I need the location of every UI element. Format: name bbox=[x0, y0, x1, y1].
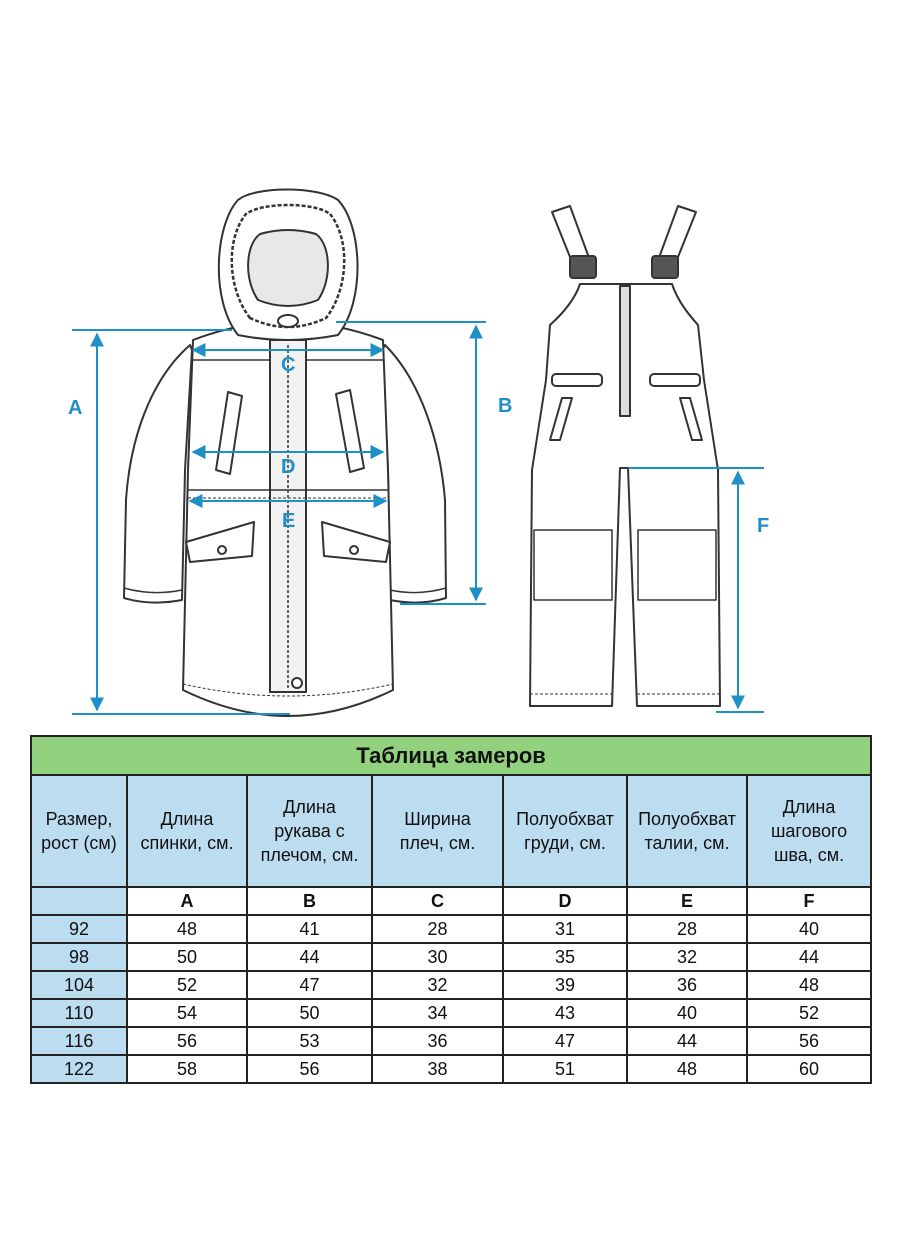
measurement-cell: 32 bbox=[627, 943, 747, 971]
column-header bbox=[747, 775, 871, 887]
column-header-line: рукава с bbox=[274, 821, 345, 841]
measurement-cell: 28 bbox=[627, 915, 747, 943]
table-body bbox=[31, 915, 871, 1083]
column-header bbox=[627, 775, 747, 887]
measurement-cell: 44 bbox=[627, 1027, 747, 1055]
measurement-cell: 50 bbox=[127, 943, 247, 971]
column-letter bbox=[31, 887, 127, 915]
column-header bbox=[372, 775, 503, 887]
measurement-cell: 40 bbox=[747, 915, 871, 943]
measurement-cell: 52 bbox=[747, 999, 871, 1027]
column-header-line: плеч, см. bbox=[399, 833, 476, 853]
measurement-cell: 30 bbox=[372, 943, 503, 971]
column-header bbox=[247, 775, 372, 887]
column-header-line: Полуобхват bbox=[516, 809, 614, 829]
label-d: D bbox=[281, 456, 296, 478]
label-b: B bbox=[498, 395, 513, 417]
table-row bbox=[31, 971, 871, 999]
measurement-cell: 53 bbox=[247, 1027, 372, 1055]
measurement-cell: 51 bbox=[503, 1055, 627, 1083]
column-letter: F bbox=[747, 887, 871, 915]
table-title: Таблица замеров bbox=[31, 736, 871, 775]
table-row bbox=[31, 915, 871, 943]
label-c: C bbox=[281, 354, 296, 376]
measurement-cell: 38 bbox=[372, 1055, 503, 1083]
column-letter: D bbox=[503, 887, 627, 915]
measurement-cell: 60 bbox=[747, 1055, 871, 1083]
measurement-cell: 54 bbox=[127, 999, 247, 1027]
measurement-cell: 36 bbox=[372, 1027, 503, 1055]
measurement-cell: 34 bbox=[372, 999, 503, 1027]
column-header-line: Ширина bbox=[404, 809, 471, 829]
size-cell: 104 bbox=[31, 971, 127, 999]
measurement-cell: 50 bbox=[247, 999, 372, 1027]
table-row bbox=[31, 1027, 871, 1055]
measurement-cell: 32 bbox=[372, 971, 503, 999]
label-a: A bbox=[68, 397, 83, 419]
size-cell: 116 bbox=[31, 1027, 127, 1055]
measurement-cell: 40 bbox=[627, 999, 747, 1027]
measurement-cell: 56 bbox=[127, 1027, 247, 1055]
table-row bbox=[31, 999, 871, 1027]
measurement-cell: 36 bbox=[627, 971, 747, 999]
measurement-cell: 43 bbox=[503, 999, 627, 1027]
column-header-line: рост (см) bbox=[41, 833, 117, 853]
measurement-cell: 39 bbox=[503, 971, 627, 999]
column-header-line: спинки, см. bbox=[140, 833, 234, 853]
column-letter: E bbox=[627, 887, 747, 915]
column-header-line: Полуобхват bbox=[638, 809, 736, 829]
measurement-cell: 41 bbox=[247, 915, 372, 943]
measurement-cell: 56 bbox=[247, 1055, 372, 1083]
table-header-row bbox=[31, 775, 871, 887]
column-header-line: Длина bbox=[160, 809, 214, 829]
measurement-cell: 58 bbox=[127, 1055, 247, 1083]
measurement-cell: 48 bbox=[747, 971, 871, 999]
table-row bbox=[31, 943, 871, 971]
measurement-cell: 56 bbox=[747, 1027, 871, 1055]
label-e: E bbox=[282, 510, 296, 532]
measurement-cell: 48 bbox=[627, 1055, 747, 1083]
measurement-cell: 35 bbox=[503, 943, 627, 971]
column-header-line: шагового bbox=[770, 821, 848, 841]
label-f: F bbox=[757, 515, 770, 537]
measurement-cell: 44 bbox=[247, 943, 372, 971]
measurement-cell: 28 bbox=[372, 915, 503, 943]
column-header-line: плечом, см. bbox=[260, 845, 359, 865]
column-header-line: груди, см. bbox=[524, 833, 606, 853]
measurement-cell: 48 bbox=[127, 915, 247, 943]
column-letter: C bbox=[372, 887, 503, 915]
size-cell: 92 bbox=[31, 915, 127, 943]
column-header-line: Длина bbox=[283, 797, 336, 817]
column-header bbox=[127, 775, 247, 887]
measurement-cell: 44 bbox=[747, 943, 871, 971]
measurement-cell: 47 bbox=[247, 971, 372, 999]
table-row bbox=[31, 1055, 871, 1083]
column-letter: A bbox=[127, 887, 247, 915]
size-cell: 110 bbox=[31, 999, 127, 1027]
column-letter: B bbox=[247, 887, 372, 915]
column-header-line: Размер, bbox=[45, 809, 113, 829]
column-header bbox=[503, 775, 627, 887]
column-header-line: Длина bbox=[782, 797, 836, 817]
overalls-drawing bbox=[530, 206, 720, 706]
column-header-line: талии, см. bbox=[644, 833, 730, 853]
column-header-line: шва, см. bbox=[773, 845, 845, 865]
size-cell: 122 bbox=[31, 1055, 127, 1083]
measurement-cell: 31 bbox=[503, 915, 627, 943]
measurement-cell: 47 bbox=[503, 1027, 627, 1055]
size-cell: 98 bbox=[31, 943, 127, 971]
size-chart-table bbox=[30, 735, 872, 1084]
measurement-cell: 52 bbox=[127, 971, 247, 999]
column-header bbox=[31, 775, 127, 887]
table-letter-row bbox=[31, 887, 871, 915]
